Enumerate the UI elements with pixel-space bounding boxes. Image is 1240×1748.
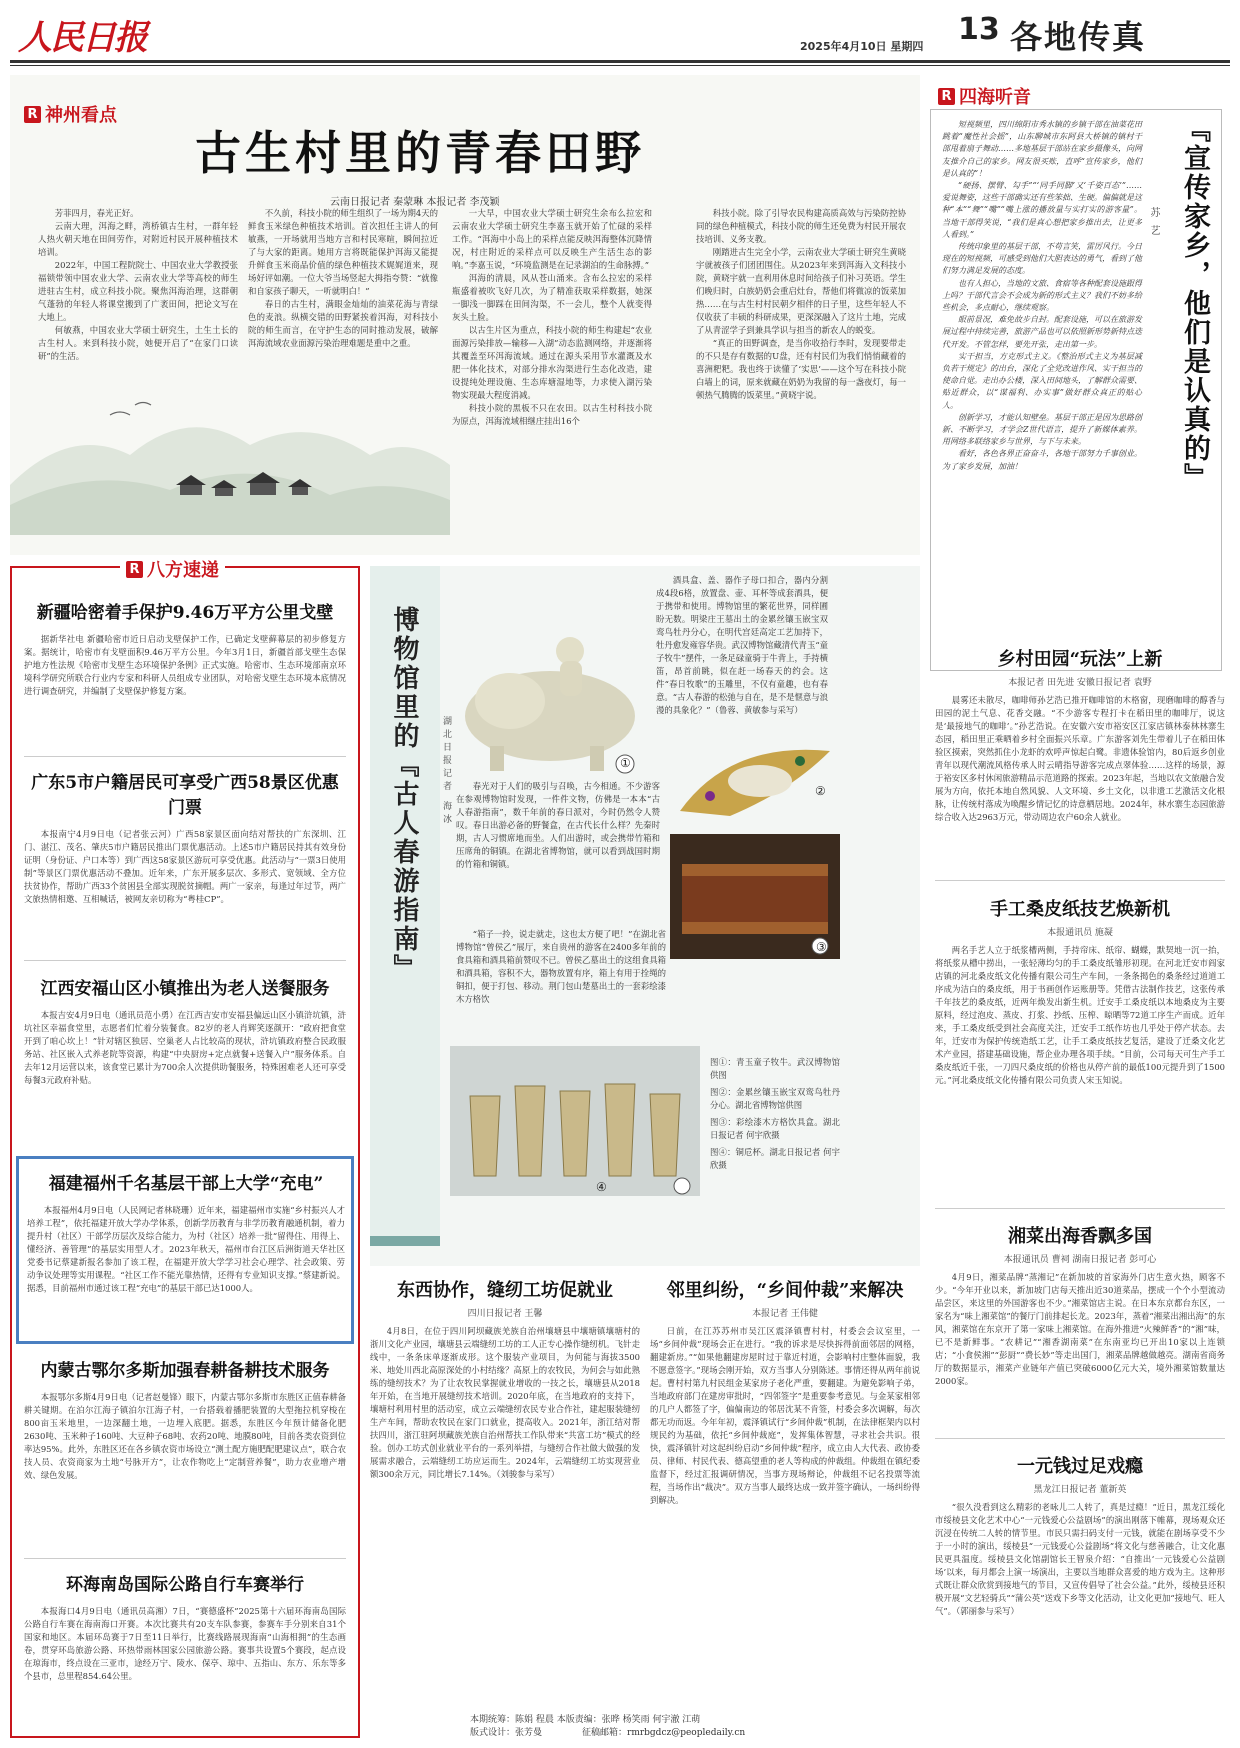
- brief-text: 本报海口4月9日电（通讯员高湘）7日，“赛德盛杯”2025第十六届环海南岛国际公路自行车赛在海南海口开赛。本次比赛共有20支车队参赛，参赛车手分别来自31个国家和地区。本届环岛赛于7日至11日举行，比赛线路展现海南“山海相拥”的生态画卷，贯穿环岛旅游公路、环热带雨林国家公园旅游公路。赛事共设置5个赛段，起点设在琼海市，终点设在三亚市，途经万宁、陵水、保亭、琼中、五指山、东方、乐东等多个县市，总里程854.64公里。: [24, 1606, 346, 1681]
- article-title: 乡村田园“玩法”上新: [997, 649, 1163, 670]
- article-text: “很久没看到这么精彩的老咏儿二人转了，真是过瘾！”近日，黑龙江绥化市绥棱县文化艺术中心“一元钱爱心公益剧场”的演出刚落下帷幕，现场观众还沉浸在传统二人转的情节里。市民只需扫码支付一元钱，就能在剧场享受不少于一小时的演出，绥棱县“一元钱爱心公益剧场”将文化与慈善融合，让文化惠民更具温度。绥棱县文化馆副馆长王智泉介绍：“自推出‘一元钱爱心公益剧场’以来，每月都会上演一场演出，主要以当地群众喜爱的地方戏为主。这种形式既让群众欣赏到接地气的节目，又宣传倡导了社会公益。”此外，绥棱县还积极开展“文艺轻骑兵”“蒲公英”送戏下乡等文化活动，让文化更加“接地气、旺人气”。（郭丽参与采写）: [935, 1502, 1225, 1616]
- paragraph: 以古生片区为重点，科技小院的师生构建起“农业面源污染排放—输移—入湖”动态监测网络，并逐渐将其覆盖至环洱海流域。通过在源头采用节水灌溉及水肥一体化技术，对部分排水沟渠进行生态化改造，建设提纯处理设施、生态库塘湿地等，力求使入湖污染物实现最大程度消减。: [452, 325, 652, 400]
- lacquer-box-photo: [670, 834, 840, 959]
- article-title: 手工桑皮纸技艺焕新机: [990, 899, 1170, 920]
- footer-design: 版式设计：张芳曼: [470, 1728, 543, 1738]
- bronze-cups-photo: [450, 1046, 700, 1196]
- brief-story: [24, 768, 346, 906]
- divider: [935, 1208, 1225, 1209]
- paragraph: 芳菲四月，春光正好。: [54, 208, 139, 218]
- divider: [24, 1558, 346, 1559]
- paragraph: “真正的田野调查，是当你收拾行李时，发现要带走的不只是存有数据的U盘，还有村民们为我们悄悄藏着的喜洲粑粑。我也终于读懂了‘实思’——这个写在科技小院白墙上的词，原来就藏在奶奶为我留的每一盏夜灯，每一顿热气腾腾的饭菜里。”黄晓宇说。: [696, 338, 906, 400]
- r-icon: R: [24, 106, 41, 123]
- jade-ox-photo: [450, 606, 650, 781]
- sihai-section-tag: [938, 83, 1031, 109]
- divider: [935, 1438, 1225, 1439]
- masthead: [0, 0, 1240, 70]
- paragraph: 实干担当，方克形式主义。《整治形式主义为基层减负若干规定》的出台，深化了全党改进作风、实干担当的使命自觉。走出办公楼，深入田间地头，了解群众需要、贴近群众，以“谋福利、办实事”做好群众真正的贴心人。: [942, 351, 1142, 410]
- sihai-vertical-title: 『宣传家乡，他们是认真的』: [1179, 115, 1210, 492]
- museum-text-mid: 春光对于人们的吸引与召唤，古今相通。不少游客在参观博物馆时发现，一件件文物，仿佛是一本本“古人春游指南”，数千年前的春日派对，今时仍然令人赞叹。春日出游必备的野餐盒，在古代长什么样？先秦时期，古人习惯席地而坐。人们出游时，或会携带竹箱和压席角的铜镇。在湖北省博物馆，就可以看到战国时期的竹箱和铜镇。: [456, 781, 660, 869]
- article-byline: 四川日报记者 王馨: [467, 1309, 543, 1319]
- article-title: 一元钱过足戏瘾: [1017, 1456, 1143, 1477]
- feature-column-2: [248, 207, 438, 350]
- yiyuan-article: [935, 1452, 1225, 1618]
- divider: [24, 756, 346, 757]
- newspaper-logo: 人民日报: [18, 18, 146, 58]
- xiangcun-article: [935, 645, 1225, 824]
- feature-title: 古生村里的青春田野: [195, 126, 645, 180]
- paragraph: 科技小院的黑板不只在农田。以古生村科技小院为原点，洱海流域相继庄挂出16个: [452, 403, 652, 426]
- feature-byline: 云南日报记者 秦蒙琳 本报记者 李茂颖: [330, 197, 500, 208]
- paragraph: 洱海的清晨，风从苍山涌来。含布么拉宏的采样瓶盛着被吹飞好几次，为了精准获取采样数据，她深一脚浅一脚踩在田间沟渠，不一会儿，整个人就变得灰头土脸。: [452, 273, 652, 322]
- article-text: 日前，在江苏苏州市吴江区震泽镇曹村村，村委会会议室里，一场“乡间仲裁”现场会正在进行。“我的诉求是尽快拆得前面邻居的网格，翻建新房。”“如果他翻建房屋时过于靠近村道，会影响村庄整体面貌，我不愿意签字。”现场会刚开始，双方当事人分别陈述。事情还得从两年前说起。曹村村第九村民组金某家房子老化严重，要翻建。为避免影响子弟，当地政府部门在建房审批时，“四邻签字”是重要参考意见。与金某家相邻的几户人都签了字，偏偏南边的邻居沈某不肯签，村委会多次调解，每次都无功而返。今年年初，震泽镇试行“乡间仲裁”机制，在法律框架内以村规民约为基础，依托“乡间仲裁庭”，发挥集体智慧，寻求社会共识。很快，震泽镇针对这起纠纷启动“乡间仲裁”程序，成立由人大代表、政协委员、律师、村民代表、德高望重的老人等构成的仲裁组。仲裁组在镇纪委监督下，经过汇报调研情况，当事方现场辩论，仲裁组不记名投票等流程，当场作出“裁决”。双方当事人最终达成一致并签字确认，一场纠纷得到解决。: [650, 1326, 920, 1505]
- section-label: 四海听音: [959, 87, 1031, 108]
- article-byline: 本报通讯员 曹祠 湖南日报记者 彭可心: [1003, 1255, 1157, 1265]
- paragraph: 也有人担心，当地的文旅、食宿等各种配套设施跟得上吗？干部代言会不会成为新的形式主义？我们不妨多给些机会，多点耐心，继续观察。: [942, 278, 1142, 313]
- paragraph: 春日的古生村，满眼金灿灿的油菜花海与青绿色的麦浪。纵横交错的田野紧挨着洱海，对科技小院的师生而言，在守护生态的同时推动发展，破解洱海流域农业面源污染治理难题是重中之重。: [248, 299, 438, 348]
- paragraph: 创新学习，才能认知壁垒。基层干部正是因为思路创新、不断学习，才学会Z世代语言，提升了新媒体素养。用网络多联络家乡与世界，与下与未来。: [942, 412, 1142, 447]
- brief-title: 新疆哈密着手保护9.46万平方公里戈壁: [36, 603, 334, 623]
- highlighted-brief: [16, 1156, 354, 1344]
- shenzhou-feature: [10, 75, 920, 555]
- brief-story: [24, 974, 346, 1087]
- brief-title: 广东5市户籍居民可享受广西58景区优惠门票: [31, 773, 339, 818]
- paragraph: 传统印象里的基层干部，不苟言笑，雷厉风行。今日现在的短视频，可感受到他们大胆表达的勇气，看到了他们努力满足发展的态度。: [942, 242, 1142, 276]
- brief-text: 据新华社电 新疆哈密市近日启动戈壁保护工作，已确定戈壁藓幕层的初步修复方案。据统计，哈密市有戈壁面积9.46万平方公里。今年3月1日，新疆首部戈壁生态保护地方性法规《哈密市戈壁生态环境保护条例》正式实施。哈密市、生态环境部南京环境科学研究所联合行业内专家和科研人员组成专业团队，对哈密戈壁生态环境本底情况进行调查研究，并编制了戈壁保护修复方案。: [24, 634, 346, 696]
- paragraph: 不久前，科技小院的师生组织了一场为期4天的鲜食玉米绿色种植技术培训。首次担任主讲人的何敏燕，一开场就用当地方言和村民寒暄，瞬间拉近了与大家的距离。她用方言将既能保护洱海又能提升鲜食玉米商品价值的绿色种植技术娓娓道来，现场好评如潮。一位大爷当场竖起大拇指夸赞：“就像和自家孩子聊天，一听就明白！”: [248, 208, 438, 296]
- paragraph: 一大早，中国农业大学硕士研究生余布么拉宏和云南农业大学硕士研究生李嘉玉就开始了忙碌的采样工作。“洱海中小岛上的采样点能反映洱海整体沉降情况，村庄附近的采样点可以反映生产生活生态的影响。”李嘉玉说，“环境监测是在记录湖泊的生命脉搏。”: [452, 208, 652, 270]
- paragraph: 眼前景况，难免故步自封。配套设施，可以在旅游发展过程中持续完善，旅游产品也可以依照新形势新特点迭代开发。不管怎样，要先开张，走出第一步。: [942, 315, 1142, 349]
- paragraph: 刚踏进古生完全小学，云南农业大学硕士研究生黄晓宇就被孩子们团团围住。从2023年来到洱海入文科技小院，黄晓宇就一直利用休息时间给孩子们补习英语。学生们晚归时，白族奶奶会重启灶台，帮他们将微凉的饭菜加热……在与古生村村民朝夕相伴的日子里，这些年轻人不仅收获了丰硕的科研成果，更深深融入了这片土地，完成了从青涩学子到兼具学识与担当的新农人的蜕变。: [696, 247, 906, 335]
- brief-text: 本报鄂尔多斯4月9日电（记者赵曼锋）眼下，内蒙古鄂尔多斯市东胜区正值春耕备耕关键期。在泊尔江海子镇泊尔江海子村，一台搭载着播肥装置的大型拖拉机穿梭在800亩玉米地里，一边深翻土地，一边埋入底肥。据悉，东胜区今年预计储备化肥2630吨、玉米种子160吨、大豆种子68吨、农药20吨、地膜80吨，目前各类农资到位率达95%。此外，东胜区还在各乡镇农资市场设立“测土配方施肥配肥建议点”，联合农技人员、农资商家为土地“号脉开方”，让农作物吃上“定制营养餐”，助力农业增产增效、绿色发展。: [24, 1392, 346, 1480]
- caption: 图②：金累丝镶玉嵌宝双鸾鸟牡丹分心。湖北省博物馆供图: [710, 1087, 840, 1110]
- caption: 图①：青玉童子牧牛。武汉博物馆供图: [710, 1057, 840, 1080]
- bafang-section-tag: [120, 556, 225, 582]
- museum-text-top: 酒具盒、盖、器作子母口扣合，器内分割成4段6格，放置盘、壶、耳杯等成套酒具，便于携带和使用。博物馆里的繁花世界，同样圃盼无数。明梁庄王墓出土的金累丝镶玉嵌宝双鸾鸟牡丹分心，在明代宫廷高定工艺加持下，牡丹愈发雍容华贵。武汉博物馆藏清代青玉“童子牧牛”摆件，一条足碌童骑于牛背上，手持横笛，昂首前眺，似在赶一场春天的约会。这件“春日牧歌”的玉雕里，不仅有童趣，也有春意。“古人春游的松弛与自在，是不是惬意与浪漫的具象化？”（鲁蓉、黄敏参与采写）: [656, 575, 828, 715]
- photo-number-badge: ③: [816, 940, 827, 954]
- brief-title: 环海南岛国际公路自行车赛举行: [66, 1575, 304, 1595]
- brief-text: 本报福州4月9日电（人民网记者林晓珊）近年来，福建福州市实施“乡村振兴人才培养工程”，依托福建开放大学办学体系，创新学历教育与非学历教育融通机制，着力提升村（社区）干部学历层次及综合能力，为村（社区）培养一批“留得住、用得上、懂经济、善管理”的基层实用型人才。2023年秋天，福州市台江区后洲街道天华社区党委书记蔡建新报名参加了该工程，在福建开放大学学习社会心理学、社会政策、劳动争议处理等实用课程。“社区工作不能光靠热情，还得有专业知识支撑。”蔡建新说。据悉，目前福州市通过该工程“充电”的基层干部已达1000人。: [27, 1205, 345, 1293]
- brief-story: [24, 1356, 346, 1482]
- sihai-body: [942, 119, 1142, 473]
- museum-text-bottom: “箱子一拎，说走就走，这也太方便了吧！”在湖北省博物馆“曾侯乙”展厅，来自贵州的游客在2400多年前的食具箱和酒具箱前赞叹不已。曾侯乙墓出土的这组食具箱和酒具箱，容积不大，器物放置有序，箱上有用于拴绳的铜扣，便于打包、移动。荆门包山楚墓出土的一套彩绘漆木方格饮: [456, 929, 666, 1004]
- brief-text: 本报南宁4月9日电（记者张云河）广西58家景区面向结对帮扶的广东深圳、江门、湛江、茂名、肇庆5市户籍居民推出门票优惠活动。上述5市户籍居民持其有效身份证明（身份证、户口本等）到广西这58家景区游玩可享受优惠。此活动与“一票3日使用制”等景区门票优惠活动不叠加。近年来，广东开展多层次、多形式、宽领域、全方位扶贫协作，帮助广西33个贫困县全部实现脱贫摘帽。两广一家亲，每逢过年过节，两广文旅热情相邀、互相喊话，被网友亲切称为“粤桂CP”。: [24, 829, 346, 904]
- divider: [935, 880, 1225, 881]
- museum-title: 博物馆里的『古人春游指南』: [389, 606, 419, 983]
- article-text: 4月8日，在位于四川阿坝藏族羌族自治州壤塘县中壤塘镇壤塘村的浙川文化产业园，壤塘县云端缝纫工坊的工人正专心操作缝纫机。飞针走线中，一条条床单逐渐成形。这个服装产业项目，为何能与海拔3500米、地处川西北高原深处的小村结缘？高原上的农牧民，为何会与如此熟练的缝纫技术？为了让农牧民掌握就业增收的一技之长，壤塘县从2018年开始，在当地开展缝纫技术培训。2020年底，在当地政府的支持下，壤塘村利用村里的活动室，成立云端缝纫农民专业合作社，建起服装缝纫生产车间，帮助农牧民在家门口就业，提高收入。2021年，浙江结对帮扶四川，浙江驻阿坝藏族羌族自治州帮扶工作队带来“共富工坊”模式的经验。创办工坊式创业就业平台的一系列举措，与缝纫合作社做大做强的发展需求融合，云端缝纫工坊应运而生。2024年，云端缝纫工坊实现营业额300余万元，同比增长7.14%。（刘骏参与采写）: [370, 1326, 640, 1479]
- article-text: 晨雾还未散尽，咖啡师孙艺浩已推开咖啡馆的木格窗，现磨咖啡的醇香与田园的泥土气息、花香交融。“不少游客专程打卡在稻田里的咖啡厅，说这是‘最接地气的咖啡’。”孙艺浩说。在安徽六安市裕安区江家店镇林泰林林寨生态园，稻田里正乘晒着乡村全面振兴乐章。广东游客刘先生带着儿子在稻田体验区摸索，突然抓住小龙虾的欢呼声惊起白鹭。非遗体验馆内，80后返乡创业青年以现代潮流风格传承人时云晴指导游客完成点翠体验……这样的场景，源于裕安区多村休闲旅游精品示范道路的探索。2023年起，当地以农文旅融合发展为方向，依托本地自然风貌、人文环境、乡土文化，以非遗工艺激活文化根脉，让传统村落成为唤醒乡情记忆的诗意栖居地。2024年，林水寨生态园旅游综合收入达2963万元，带动周边农户60余人就业。: [935, 695, 1225, 822]
- footer-editors: 本期统筹：陈娟 程晨 本版责编：张晔 杨笑雨 何宇澈 江萌: [470, 1715, 701, 1725]
- feature-column-1: [38, 207, 238, 363]
- r-icon: R: [126, 561, 143, 578]
- sihai-author: 苏艺: [1148, 207, 1159, 243]
- article-title: 东西协作，缝纫工坊促就业: [397, 1280, 613, 1301]
- feature-column-3: [452, 207, 652, 428]
- sangpi-article: [935, 895, 1225, 1087]
- brief-title: 福建福州千名基层干部上大学“充电”: [48, 1174, 324, 1194]
- section-label: 八方速递: [147, 560, 219, 581]
- article-text: 4月9日，湘菜品牌“蒸湘记”在新加坡的首家海外门店生意火热，顾客不少。“今年开业以来，新加坡门店每天推出近30道菜品，摆成一个个小型流动品尝区，来这里的外国游客也不少。”湘菜馆店主说。在日本东京都台东区，一家名为“味上湘菜馆”的餐厅门前排起长龙。2023年，蒸着“湘菜出湘出海”的东风，湘菜馆在东京开了第一家味上湘菜馆。在海外推进“火辣鲜香”的“湘”味，已不是新鲜事。“农耕记”“湘香湖南菜”在东南亚均已开出10家以上连锁店；“小食侯湘”“彭厨”“费长妙”等走出国门，湘菜品牌越做越亮。湖南省商务厅的数据显示，湘菜产业链年产值已突破6000亿元大关，境外湘菜馆数量达2000家。: [935, 1272, 1225, 1386]
- brief-story: [27, 1169, 345, 1295]
- brief-title: 内蒙古鄂尔多斯加强春耕备耕技术服务: [40, 1361, 330, 1381]
- brief-text: 本报吉安4月9日电（通讯员范小勇）在江西吉安市安福县偏远山区小镇浒坑镇，浒坑社区幸福食堂里，志愿者们忙着分装餐食。82岁的老人肖辉笑逐颜开：“政府把食堂开到了咱心坎上！”针对辖区独居、空巢老人占比较高的现状，浒坑镇政府整合民政服务站、社区嵌入式养老院等资源，构建“中央厨房+定点就餐+送餐入户”服务体系。自去年12月运营以来，该食堂已累计为700余人次提供助餐服务，特殊困难老人还可享受每餐3元政府补贴。: [24, 1010, 346, 1085]
- article-byline: 本报记者 王伟健: [752, 1309, 818, 1319]
- issue-date: 2025年4月10日 星期四: [800, 40, 924, 53]
- r-icon: R: [938, 88, 955, 105]
- paragraph: 2022年，中国工程院院士、中国农业大学教授张福锁带领中国农业大学、云南农业大学等高校的师生进驻古生村，成立科技小院。聚焦洱海治理，这群朝气蓬勃的年轻人将课堂搬到了广袤田间，把论文写在大地上。: [38, 260, 238, 322]
- brief-story: [24, 1570, 346, 1683]
- museum-feature: [370, 566, 920, 1266]
- section-label: 神州看点: [45, 105, 117, 126]
- xiangcai-article: [935, 1222, 1225, 1388]
- museum-captions: [710, 1056, 840, 1172]
- article-byline: 黑龙江日报记者 董新英: [1033, 1485, 1127, 1495]
- caption: 图③：彩绘漆木方格饮具盒。湖北日报记者 何宇欣摄: [710, 1117, 840, 1140]
- caption: 图④：铜卮杯。湖北日报记者 何宇欣摄: [710, 1147, 840, 1170]
- page-footer: [470, 1712, 930, 1738]
- teal-accent-bar: [370, 1236, 440, 1246]
- paragraph: 看好，各色各界正奋奋斗，各地干部努力千事创业。为了家乡发展，加油！: [942, 449, 1142, 471]
- museum-byline: 湖北日报记者 海冰: [441, 716, 451, 827]
- paragraph: 云南大理，洱海之畔，湾桥镇古生村，一群年轻人热火朝天地在田间劳作，对附近村民开展种植技术培训。: [38, 221, 238, 257]
- paragraph: 短视频里，四川绵阳市秀水镇的乡镇干部在油菜花田跳着“魔性社会摇”，山东聊城市东阿县大桥镇的镇村干部甩着扇子舞动……多地基层干部站在家乡摄像头，向网友推介自己的家乡。网友很买账，直呼“宣传家乡，他们是认真的”！: [942, 120, 1142, 178]
- article-title: 湘菜出海香飘多国: [1008, 1226, 1152, 1247]
- article-byline: 本报通讯员 施凝: [1047, 928, 1113, 938]
- shenzhou-section-tag: [24, 101, 117, 127]
- paragraph: 何敏燕，中国农业大学硕士研究生，土生土长的古生村人。来到科技小院，她便开启了“在家门口读研”的生活。: [38, 325, 238, 361]
- page-number: 13: [958, 12, 1000, 47]
- bafang-briefs: [10, 560, 360, 1738]
- feature-column-4: [696, 207, 906, 402]
- masthead-rule-thin: [10, 65, 1230, 66]
- sihai-commentary: [930, 75, 1230, 635]
- photo-number-badge: ①: [620, 756, 631, 770]
- photo-number-badge: ②: [815, 784, 826, 798]
- paragraph: “硬扬、摆臂、勾手”“‘同手同脚’又‘千姿百态’”……爱说舞姿，这些干部确实还有些笨拙、生硬。偏偏就是这种“本”“舞”“嘴”“嘴上涨的播放量与实打实的游客量”。当地干部得笑说，“我们是真心想把家乡推出去，让更多人看到。”: [942, 181, 1142, 239]
- paragraph: 科技小院。除了引导农民构建高质高效与污染防控协同的绿色种植模式，科技小院的师生还免费为村民开展农技培训、义务支教。: [696, 208, 906, 244]
- brief-story: [24, 598, 346, 698]
- brief-title: 江西安福山区小镇推出为老人送餐服务: [40, 979, 330, 999]
- ink-landscape-illustration: [10, 335, 450, 535]
- dongxi-article: [370, 1276, 640, 1736]
- linli-article: [650, 1276, 920, 1736]
- footer-email: 征稿邮箱：rmrbgdcz@peopledaily.cn: [582, 1728, 746, 1738]
- divider: [24, 960, 346, 961]
- article-byline: 本报记者 田先进 安徽日报记者 袁野: [1008, 678, 1152, 688]
- page-name: 各地传真: [1010, 18, 1147, 56]
- photo-number-badge: ④: [596, 1180, 607, 1194]
- article-title: 邻里纠纷，“乡间仲裁”来解决: [666, 1280, 904, 1301]
- masthead-rule: [10, 60, 1230, 63]
- article-text: 两名手艺人立于纸浆槽两侧，手持帘床、纸帘、蝴蝶，默契地一沉一抬，将纸浆从槽中捞出，一张轻薄均匀的手工桑皮纸雏形初现。在河北迁安市阎家店镇的河北桑皮纸文化传播有限公司生产车间，一条条揭色的桑条经过道道工序成为洁白的桑皮纸，用于书画创作运账册等。凭借古法制作技艺，这张传承千年技艺的桑皮纸，近两年焕发出新生机。迁安手工桑皮纸以本地桑皮为主要原料，经过泡皮、蒸皮、打浆、抄纸、压榨、晾晒等72道工序生产而成。近年来，手工桑皮纸受到社会高度关注，迁安手工纸作坊也几乎处于停产状态。去年，迁安市为保护传统造纸工艺，让手工桑皮纸技艺复活，建设了迁桑文化艺术产业园，搭建基础设施，帮企业办理各项手续。“目前，公司每天可生产手工桑皮纸近千张，一刀四尺桑皮纸的价格也从停产前的最低100元提升到了1500元。”河北桑皮纸文化传播有限公司负责人宋玉知说。: [935, 945, 1225, 1085]
